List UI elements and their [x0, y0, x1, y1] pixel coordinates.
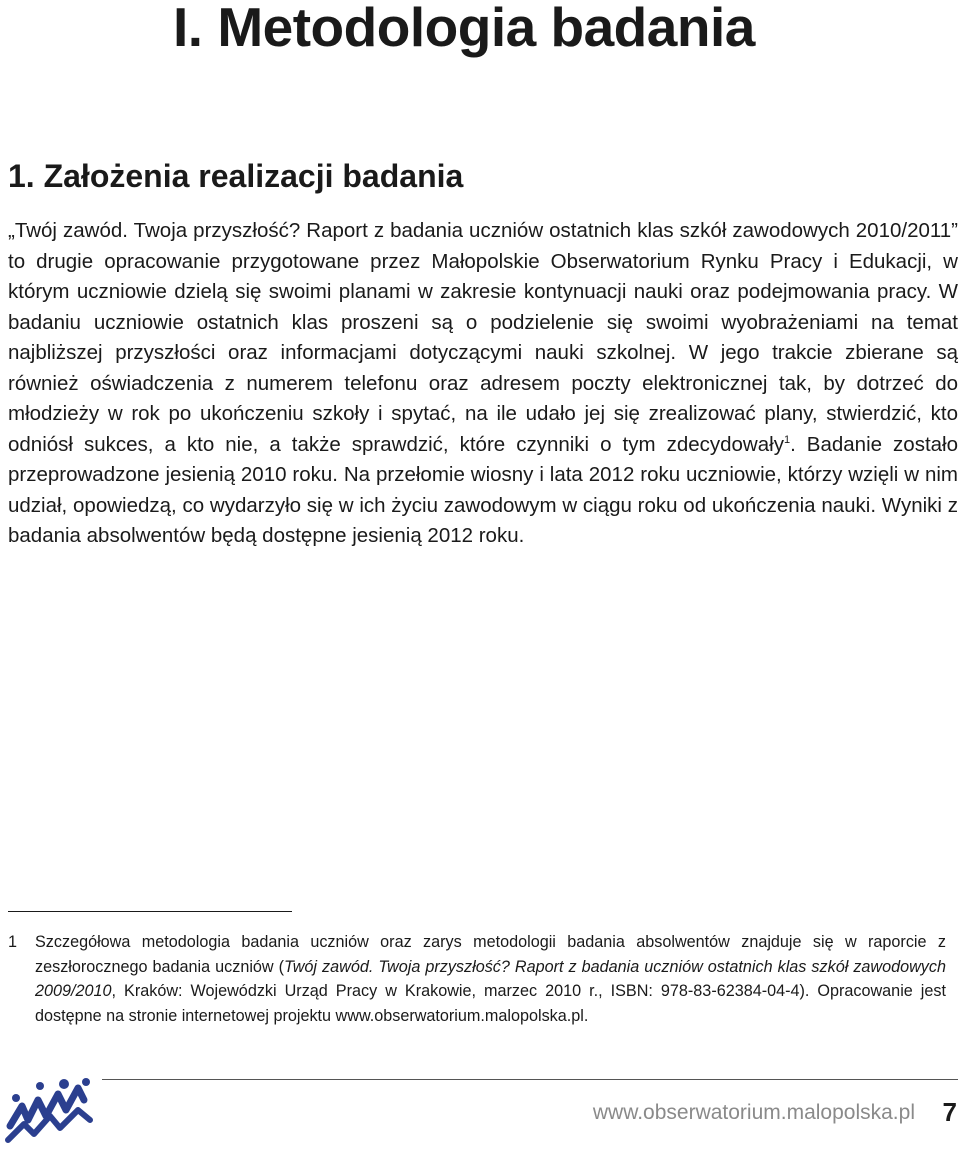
page-number: 7 [942, 1097, 957, 1127]
body-text-part-1: „Twój zawód. Twoja przyszłość? Raport z badania uczniów ostatnich klas szkół zawodowych 2010/2011” to drugie opracowanie przygotowane przez Małopolskie Obserwatorium Rynku Pracy i Edukacji, w którym uczniowie dzielą się swoimi planami w zakresie kontynuacji nauki oraz podejmowania pracy. W badaniu uczniowie ostatnich klas proszeni są o podzielenie się swoimi wyobrażeniami na temat najbliższej przyszłości oraz informacjami dotyczącymi nauki szkolnej. W jego trakcie zbierane są również oświadczenia z numerem telefonu oraz adresem poczty elektronicznej tak, by dotrzeć do młodzieży w rok po ukończeniu szkoły i spytać, na ile udało jej się zrealizować plany, stwierdzić, kto odniósł sukces, a kto nie, a także sprawdzić, które czynniki o tym zdecydowały [8, 219, 958, 456]
footer-website-link[interactable]: www.obserwatorium.malopolska.pl [592, 1101, 915, 1124]
footnote-text-before: Szczegółowa metodologia badania uczniów oraz zarys metodologii badania absolwentów znajduje się w raporcie z zeszłorocznego badania uczniów ( [35, 933, 946, 976]
chapter-title: I. Metodologia badania [173, 0, 755, 58]
footnote-number: 1 [8, 933, 18, 951]
footnote-separator [8, 911, 292, 912]
footer-separator [102, 1079, 958, 1080]
footnote-text-after: , Kraków: Wojewódzki Urząd Pracy w Krakowie, marzec 2010 r., ISBN: 978-83-62384-04-4). Opracowanie jest dostępne na stronie internetowej projektu www.obserwatorium.malopolska.pl. [35, 982, 946, 1025]
footnote-reference[interactable]: 1 [783, 433, 791, 446]
malopolska-observatory-logo-icon [4, 1076, 96, 1146]
body-paragraph [8, 216, 958, 552]
section-title: 1. Założenia realizacji badania [8, 158, 464, 194]
footnote [8, 930, 946, 1028]
footnote-body [8, 930, 946, 1028]
footnote-cited-title: Twój zawód. Twoja przyszłość? Raport z badania uczniów ostatnich klas szkół zawodowych 2009/2010 [35, 957, 946, 1000]
body-text-part-2: . Badanie zostało przeprowadzone jesienią 2010 roku. Na przełomie wiosny i lata 2012 roku uczniowie, którzy wzięli w nim udział, opowiedzą, co wydarzyło się w ich życiu zawodowym w ciągu roku od ukończenia nauki. Wyniki z badania absolwentów będą dostępne jesienią 2012 roku. [8, 432, 958, 547]
